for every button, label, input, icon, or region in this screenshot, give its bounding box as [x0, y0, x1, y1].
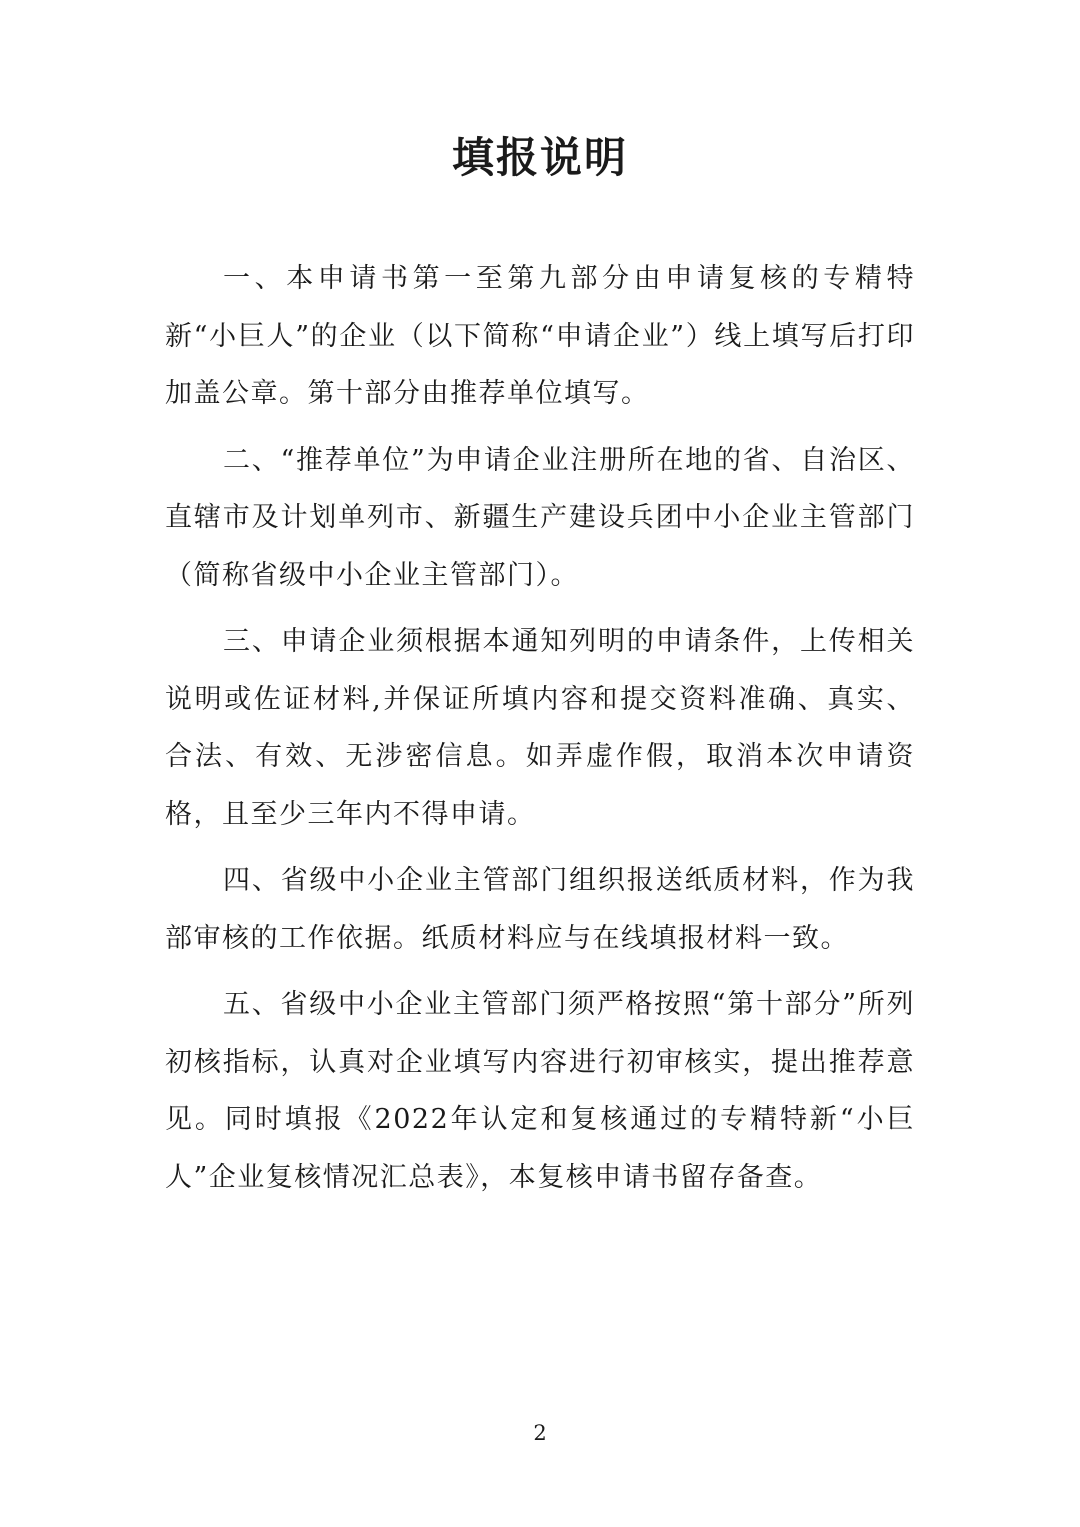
instructions-body — [165, 250, 915, 1215]
instruction-paragraph-4: 四、省级中小企业主管部门组织报送纸质材料，作为我部审核的工作依据。纸质材料应与在线填报材料一致。 — [165, 865, 915, 954]
page-number: 2 — [533, 1421, 547, 1445]
instruction-paragraph-3: 三、申请企业须根据本通知列明的申请条件，上传相关说明或佐证材料,并保证所填内容和提交资料准确、真实、合法、有效、无涉密信息。如弄虚作假，取消本次申请资格，且至少三年内不得申请。 — [165, 626, 915, 830]
instruction-paragraph-2: 二、“推荐单位”为申请企业注册所在地的省、自治区、直辖市及计划单列市、新疆生产建设兵团中小企业主管部门（简称省级中小企业主管部门）。 — [165, 444, 915, 591]
instruction-paragraph-1: 一、本申请书第一至第九部分由申请复核的专精特新“小巨人”的企业（以下简称“申请企业”）线上填写后打印加盖公章。第十部分由推荐单位填写。 — [165, 263, 915, 409]
page-title: 填报说明 — [451, 133, 628, 182]
instruction-paragraph-5: 五、省级中小企业主管部门须严格按照“第十部分”所列初核指标，认真对企业填写内容进行初审核实，提出推荐意见。同时填报《2022年认定和复核通过的专精特新“小巨人”企业复核情况汇总表》，本复核申请书留存备查。 — [165, 989, 915, 1193]
